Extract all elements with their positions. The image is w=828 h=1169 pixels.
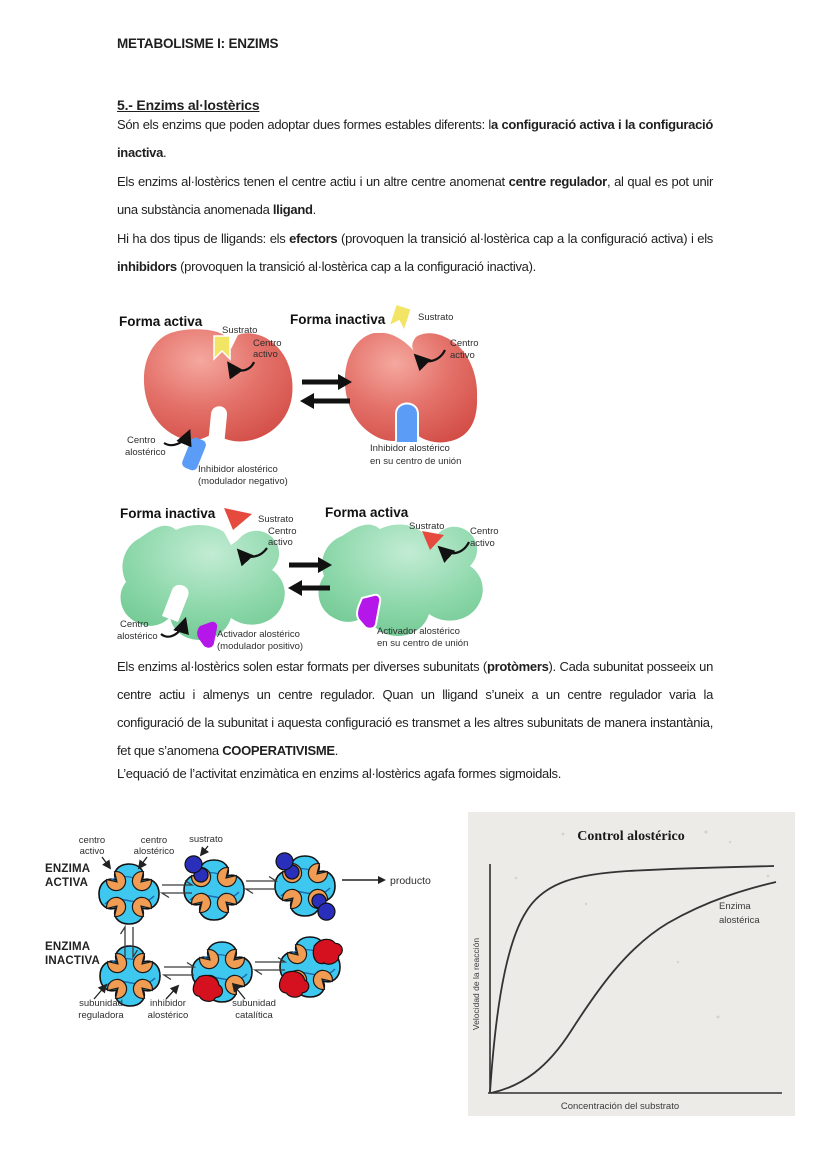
centro-activo-label-left-1: Centro [253, 338, 282, 349]
substrate-yellow-right [389, 304, 411, 331]
p4-text-2: ). Cada subunitat posseeix un centre actiu i almenys un centre regulador. Quan un lligand s’uneix a un centre regulador varia la configuració de la subunitat i aquesta configuració es transmet a les altres subunitats de manera instantània, fet que s’anomena [117, 659, 714, 758]
p3-bold-1: efectors [289, 231, 338, 246]
allosteric-activation-diagram [112, 498, 504, 664]
inhibidor-alosterico-label-1: inhibidor [150, 998, 186, 1009]
centro-alosterico-callout-arrow [139, 857, 147, 868]
centro-activo-label-right-2: activo [470, 538, 495, 549]
section-title: 5.- Enzims al·lostèrics [117, 97, 260, 113]
enzima-alosterica-label-2: alostérica [719, 915, 760, 926]
inhibidor-right-label-1: Inhibidor alostérico [370, 443, 450, 454]
centro-activo-label-1: centro [78, 835, 106, 846]
activador-left-label-1: Activador alostérico [217, 629, 300, 640]
document-header: METABOLISME I: ENZIMS [117, 36, 279, 51]
p3-text-2: (provoquen la transició al·lostèrica cap a la configuració activa) i els [337, 231, 713, 246]
green-enzyme-active-form [319, 524, 483, 636]
centro-alosterico-label-1: centro [140, 835, 168, 846]
subunidad-catalitica-label-2: catalítica [235, 1010, 273, 1021]
sustrato-label-right: Sustrato [409, 521, 445, 532]
centro-activo-label-right-1: Centro [450, 338, 479, 349]
p2-bold-1: centre regulador [508, 174, 607, 189]
enzima-activa-label-2: ACTIVA [45, 877, 89, 889]
enzyme-subunits-diagram [42, 824, 442, 1030]
paragraph-5 [117, 760, 713, 788]
p1-text-end: . [163, 145, 167, 160]
enzima-activa-label-1: ENZIMA [45, 863, 91, 875]
p4-bold-2: COOPERATIVISME [222, 743, 335, 758]
substrate-triangle-left [224, 508, 252, 530]
equilibrium-arrow-top-2 [246, 877, 276, 894]
p2-text-end: . [312, 202, 316, 217]
centro-activo-label-2: activo [79, 846, 105, 857]
centro-activo-label-left-2: activo [253, 349, 278, 360]
p2-bold-2: lligand [272, 202, 313, 217]
centro-activo-callout-arrow [102, 857, 110, 868]
forma-inactiva-title: Forma inactiva [290, 312, 386, 327]
p5-text: L’equació de l’activitat enzimàtica en enzims al·lostèrics agafa formes sigmoidals. [117, 766, 562, 781]
equilibrium-arrow-bottom-1 [164, 963, 194, 980]
subunidad-reguladora-label-2: reguladora [78, 1010, 124, 1021]
centro-activo-label-right-1: Centro [470, 526, 499, 537]
activador-left-label-2: (modulador positivo) [217, 641, 304, 652]
activador-right-label-2: en su centro de unión [377, 638, 469, 649]
inhibidor-left-label-1: Inhibidor alostérico [198, 464, 278, 475]
p3-text-end: (provoquen la transició al·lostèrica cap a la configuració inactiva). [176, 259, 536, 274]
allosteric-inhibition-diagram [112, 302, 484, 494]
p2-text: Els enzims al·lostèrics tenen el centre actiu i un altre centre anomenat [117, 174, 509, 189]
inactive-enzyme-1 [100, 946, 160, 1006]
inhibidor-left-label-2: (modulador negativo) [198, 476, 288, 487]
paragraph-3 [117, 225, 713, 281]
forma-activa-title: Forma activa [119, 314, 203, 329]
graph-x-axis-label: Concentración del substrato [560, 1101, 680, 1112]
sustrato-label-left: Sustrato [258, 514, 294, 525]
blue-inhibitor-bound [396, 404, 418, 444]
sustrato-label-left: Sustrato [222, 325, 258, 336]
activador-right-label-1: Activador alostérico [377, 626, 460, 637]
paragraph-2 [117, 168, 713, 224]
centro-activo-label-left-1: Centro [268, 526, 297, 537]
paragraph-1 [117, 111, 713, 167]
centro-alosterico-label-2: alostérico [117, 631, 158, 642]
active-enzyme-1 [99, 864, 159, 924]
scan-background [468, 812, 795, 1116]
p1-bold: a configuració activa i la configuració inactiva [117, 117, 713, 160]
subunidad-catalitica-label-1: subunidad [232, 998, 276, 1009]
purple-activator-bound [357, 595, 380, 629]
allosteric-control-graph [468, 812, 795, 1116]
sustrato-label-right: Sustrato [418, 312, 454, 323]
subunidad-reguladora-arrow [94, 985, 106, 999]
enzima-alosterica-label-1: Enzima [719, 901, 751, 912]
paragraph-4 [117, 653, 713, 765]
sustrato-label: sustrato [189, 834, 223, 845]
centro-alosterico-label-2: alostérico [125, 447, 166, 458]
p4-text-end: . [334, 743, 339, 758]
subunidad-reguladora-label-1: subunidad [79, 998, 123, 1009]
p3-text: Hi ha dos tipus de lligands: els [117, 231, 290, 246]
centro-alosterico-label-2: alostérico [133, 846, 175, 857]
forma-inactiva-title: Forma inactiva [120, 506, 216, 521]
p1-text: Són els enzims que poden adoptar dues formes estables diferents: l [117, 117, 492, 132]
centro-alosterico-label-1: Centro [120, 619, 149, 630]
p2-text-2: , al qual es pot unir una substància anomenada [117, 174, 714, 217]
inhibidor-right-label-2: en su centro de unión [370, 456, 462, 467]
producto-arrow [342, 876, 386, 884]
p4-bold-1: protòmers [486, 659, 549, 674]
p4-text: Els enzims al·lostèrics solen estar formats per diverses subunitats ( [117, 659, 487, 674]
centro-activo-label-right-2: activo [450, 350, 475, 361]
equilibrium-arrows [300, 374, 352, 409]
forma-activa-title: Forma activa [325, 505, 409, 520]
producto-label: producto [390, 875, 431, 887]
inhibidor-alosterico-label-2: alostérico [147, 1010, 189, 1021]
sustrato-callout-arrow [201, 846, 208, 855]
p3-bold-2: inhibidors [117, 259, 177, 274]
graph-title: Control alostérico [577, 829, 685, 844]
enzima-inactiva-label-2: INACTIVA [45, 955, 101, 967]
centro-activo-label-left-2: activo [268, 537, 293, 548]
centro-alosterico-label-1: Centro [127, 435, 156, 446]
graph-y-axis-label: Velocidad de la reacción [471, 937, 481, 1031]
enzima-inactiva-label-1: ENZIMA [45, 941, 91, 953]
